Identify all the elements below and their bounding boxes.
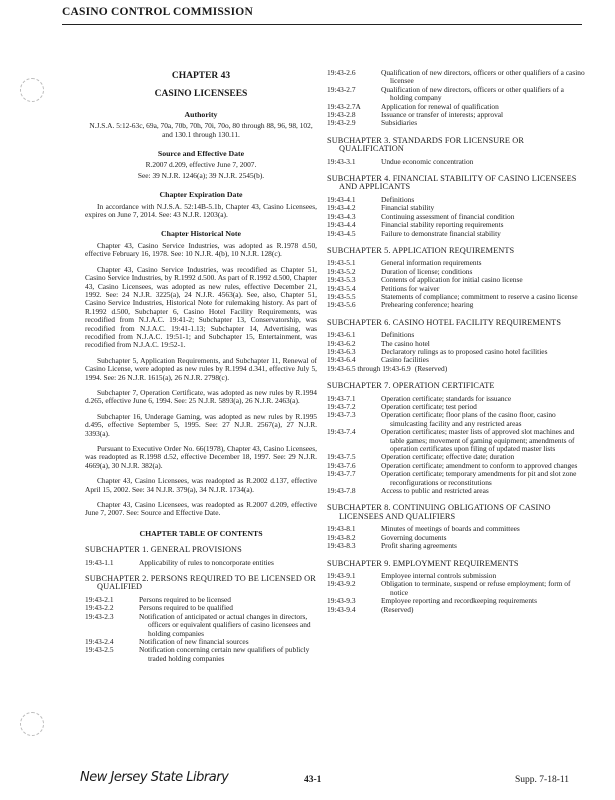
section-title: Profit sharing agreements — [381, 541, 457, 551]
subchapter-heading: SUBCHAPTER 7. OPERATION CERTIFICATE — [327, 381, 495, 391]
section-title: Applicability of rules to noncorporate entities — [139, 557, 274, 567]
subchapter-heading: SUBCHAPTER 1. GENERAL PROVISIONS — [85, 545, 242, 555]
section-title: Issuance or transfer of interests; approval — [381, 110, 504, 120]
section-number: 19:43-9.2 — [327, 579, 356, 589]
section-number: 19:43-5.1 — [327, 258, 356, 268]
section-number: 19:43-3.1 — [327, 156, 356, 166]
history-paragraph: Chapter 43, Casino Service Industries, was adopted as R.1978 d.50, effective February 16, 1978. See: 10 N.J.R. 4(b), 10 N.J.R. 128(c). — [85, 240, 317, 259]
toc-entry — [85, 646, 317, 663]
section-title: Notification of new financial sources — [139, 636, 249, 646]
authority-text: N.J.S.A. 5:12-63c, 69a, 70a, 70b, 70h, 70i, 70o, 80 through 88, 96, 98, 102, and 130.1 through 130.11. — [89, 121, 313, 139]
section-number: 19:43-2.1 — [85, 594, 114, 604]
chapter-name: CASINO LICENSEES — [154, 89, 248, 100]
toc-entry — [327, 276, 587, 284]
library-watermark: New Jersey State Library — [80, 769, 229, 786]
toc-entry — [327, 597, 587, 605]
section-number: 19:43-2.8 — [327, 110, 356, 120]
toc-entry — [327, 230, 587, 238]
toc-entry — [327, 86, 587, 103]
section-title: Prehearing conference; hearing — [381, 300, 474, 310]
toc-entry — [327, 470, 587, 487]
subchapter-heading: SUBCHAPTER 5. APPLICATION REQUIREMENTS — [327, 245, 515, 255]
section-number: 19:43-7.2 — [327, 402, 356, 411]
section-number: 19:43-8.3 — [327, 541, 356, 551]
toc-entry — [327, 365, 587, 373]
supplement-date: Supp. 7-18-11 — [515, 775, 570, 785]
section-title: Employee reporting and recordkeeping requirements — [381, 596, 537, 606]
section-number: 19:43-4.3 — [327, 211, 356, 221]
section-number: 19:43-4.2 — [327, 203, 356, 213]
toc-entry — [327, 111, 587, 119]
expiration-heading: Chapter Expiration Date — [159, 190, 243, 200]
section-title: Employee internal controls submission — [381, 570, 497, 580]
section-title: Operation certificate; floor plans of the casino floor, casino simulcasting facility and any restricted areas — [381, 410, 556, 428]
right-column — [327, 69, 587, 614]
section-title: Notification of anticipated or actual changes in directors, officers or equivalent qualifiers of casino licensees and holding companies — [139, 611, 311, 638]
toc-entry — [327, 69, 587, 86]
source-line: R.2007 d.209, effective June 7, 2007. — [145, 160, 257, 170]
section-title: Failure to demonstrate financial stability — [381, 228, 501, 238]
section-title: Operation certificates; master lists of approved slot machines and table games; movement of gaming equipment; amendments of operation certificates upon filing of updated master lists — [381, 427, 575, 454]
section-number: 19:43-5.6 — [327, 300, 356, 310]
section-title: (Reserved) — [381, 604, 414, 614]
toc-entry — [327, 196, 587, 204]
section-title: Definitions — [381, 194, 415, 204]
section-number: 19:43-2.5 — [85, 645, 114, 655]
section-number: 19:43-2.2 — [85, 603, 114, 613]
toc-entry — [85, 613, 317, 638]
section-number: 19:43-5.4 — [327, 283, 356, 293]
section-number: 19:43-2.3 — [85, 611, 114, 621]
header-rule — [62, 24, 582, 25]
section-title: Contents of application for initial casino license — [381, 275, 523, 285]
section-title: Operation certificate; temporary amendments for pit and slot zone reconfigurations or reconstitutions — [381, 469, 577, 487]
toc-heading: CHAPTER TABLE OF CONTENTS — [139, 528, 263, 538]
toc-entry — [327, 119, 587, 127]
section-title: Petitions for waiver — [381, 283, 440, 293]
subchapter-heading: SUBCHAPTER 6. CASINO HOTEL FACILITY REQUIREMENTS — [327, 317, 562, 327]
section-number: 19:43-7.1 — [327, 393, 356, 403]
subchapter-heading: SUBCHAPTER 2. PERSONS REQUIRED TO BE LICENSED OR QUALIFIED — [85, 574, 316, 592]
section-title: Operation certificate; effective date; duration — [381, 452, 515, 462]
section-title: Persons required to be licensed — [139, 594, 231, 604]
section-number: 19:43-5.5 — [327, 291, 356, 301]
toc-entry — [327, 301, 587, 309]
section-title: Financial stability reporting requirements — [381, 220, 504, 230]
section-number: 19:43-9.1 — [327, 570, 356, 580]
history-paragraph: Subchapter 5, Application Requirements, and Subchapter 11, Renewal of Casino License, were adopted as new rules by R.1994 d.341, effective July 5, 1994. See: 26 N.J.R. 1615(a), 26 N.J.R. 2798(c). — [85, 355, 317, 382]
section-title: Governing documents — [381, 532, 447, 542]
section-number: 19:43-2.4 — [85, 636, 114, 646]
section-title: Duration of license; conditions — [381, 266, 473, 276]
history-heading: Chapter Historical Note — [161, 229, 241, 239]
expiration-text: In accordance with N.J.S.A. 52:14B-5.1b, Chapter 43, Casino Licensees, expires on June 7, 2014. See: 43 N.J.R. 1203(a). — [85, 201, 317, 220]
section-number: 19:43-2.9 — [327, 118, 356, 128]
history-paragraph: Chapter 43, Casino Service Industries, was recodified as Chapter 51, Casino Service Industries, by R.1992 d.500. As part of R.1992 d.500, Chapter 43, Casino Licensees, was adopted as new rules, effective December 21, 1992. See: 24 N.J.R. 3225(a), 24 N.J.R. 4563(a). See, also, Chapter 51, Casino Service Industries, Historical Note for rulemaking history. As part of R.1992 d.500, Subchapter 6, Casino Hotel Facility Requirements, was recodified from N.J.A.C. 19:41-2; Subchapter 13, Conservatorship, was recodified from N.J.A.C. 19:41-1.13; Subchapter 14, Advertising, was recodified from N.J.A.C. 19:51-1; and Subchapter 15, Entertainment, was recodified from N.J.A.C. 19:52-1. — [85, 264, 317, 350]
section-number: 19:43-2.6 — [327, 68, 356, 77]
running-header: CASINO CONTROL COMMISSION — [62, 6, 253, 18]
subchapter-heading: SUBCHAPTER 4. FINANCIAL STABILITY OF CASINO LICENSEES AND APPLICANTS — [327, 174, 577, 192]
section-number: 19:43-6.5 through 19:43-6.9 — [327, 363, 411, 373]
section-number: 19:43-4.1 — [327, 194, 356, 204]
toc-entry — [327, 525, 587, 533]
section-title: Qualification of new directors, officers or other qualifiers of a casino licensee — [381, 68, 585, 86]
toc-entry — [327, 542, 587, 550]
section-title: Operation certificate; standards for issuance — [381, 393, 512, 403]
subchapter-heading: SUBCHAPTER 3. STANDARDS FOR LICENSURE OR QUALIFICATION — [327, 135, 524, 154]
section-number: 19:43-7.4 — [327, 427, 356, 437]
section-number: 19:43-8.2 — [327, 532, 356, 542]
source-line: See: 39 N.J.R. 1246(a); 39 N.J.R. 2545(b). — [137, 170, 265, 180]
section-title: Continuing assessment of financial condition — [381, 211, 515, 221]
section-title: Qualification of new directors, officers or other qualifiers of a holding company — [381, 84, 564, 103]
section-title: Minutes of meetings of boards and committees — [381, 524, 520, 534]
history-paragraph: Pursuant to Executive Order No. 66(1978), Chapter 43, Casino Licensees, was readopted as R.1998 d.52, effective December 18, 1997. See: 29 N.J.R. 4669(a), 30 N.J.R. 382(a). — [85, 444, 317, 470]
section-number: 19:43-6.3 — [327, 346, 356, 356]
punch-hole-mark — [20, 712, 44, 736]
section-number: 19:43-4.4 — [327, 220, 356, 230]
section-title: Operation certificate; test period — [381, 402, 477, 411]
section-number: 19:43-2.7 — [327, 84, 356, 94]
section-number: 19:43-8.1 — [327, 524, 356, 534]
section-title: Undue economic concentration — [381, 156, 474, 166]
toc-entry — [327, 580, 587, 597]
section-number: 19:43-7.7 — [327, 469, 356, 479]
section-number: 19:43-7.5 — [327, 452, 356, 462]
toc-entry — [85, 559, 317, 567]
punch-hole-mark — [20, 78, 44, 102]
toc-entry — [327, 331, 587, 339]
toc-entry — [327, 428, 587, 453]
section-number: 19:43-7.8 — [327, 486, 356, 496]
section-title: General information requirements — [381, 258, 482, 268]
source-heading: Source and Effective Date — [157, 149, 245, 159]
section-number: 19:43-4.5 — [327, 228, 356, 238]
section-title: The casino hotel — [381, 338, 430, 348]
section-number: 19:43-5.2 — [327, 266, 356, 276]
subchapter-heading: SUBCHAPTER 9. EMPLOYMENT REQUIREMENTS — [327, 558, 519, 568]
authority-heading: Authority — [184, 109, 218, 119]
history-paragraph: Subchapter 16, Underage Gaming, was adopted as new rules by R.1995 d.495, effective September 5, 1995. See: 27 N.J.R. 2567(a), 27 N.J.R. 3393(a). — [85, 411, 317, 438]
section-title: Application for renewal of qualification — [381, 101, 499, 111]
subchapter-heading: SUBCHAPTER 8. CONTINUING OBLIGATIONS OF CASINO LICENSEES AND QUALIFIERS — [327, 503, 551, 521]
toc-entry — [327, 411, 587, 428]
history-paragraph: Subchapter 7, Operation Certificate, was adopted as new rules by R.1994 d.265, effective June 6, 1994. See: 25 N.J.R. 5893(a), 26 N.J.R. 2463(a). — [85, 387, 317, 406]
page-number: 43-1 — [304, 775, 322, 785]
section-number: 19:43-1.1 — [85, 557, 114, 567]
section-number: 19:43-7.6 — [327, 460, 356, 470]
section-title: Notification concerning certain new qualifiers of publicly traded holding companies — [139, 645, 310, 663]
section-title: Statements of compliance; commitment to reserve a casino license — [381, 291, 578, 301]
section-number: 19:43-5.3 — [327, 275, 356, 285]
left-column — [85, 70, 317, 663]
section-title: (Reserved) — [414, 363, 448, 373]
toc-entry — [327, 348, 587, 356]
section-title: Casino facilities — [381, 355, 429, 365]
section-title: Subsidiaries — [381, 118, 418, 128]
section-title: Financial stability — [381, 203, 435, 213]
section-number: 19:43-6.2 — [327, 338, 356, 348]
section-number: 19:43-6.4 — [327, 355, 356, 365]
history-paragraph: Chapter 43, Casino Licensees, was readopted as R.2002 d.137, effective April 15, 2002. See: 34 N.J.R. 379(a), 34 N.J.R. 1734(a). — [85, 476, 317, 494]
section-number: 19:43-6.1 — [327, 330, 356, 340]
history-paragraph: Chapter 43, Casino Licensees, was readopted as R.2007 d.209, effective June 7, 2007. See: Source and Effective Date. — [85, 500, 317, 518]
section-title: Access to public and restricted areas — [381, 486, 489, 496]
chapter-number: CHAPTER 43 — [171, 71, 231, 81]
section-title: Persons required to be qualified — [139, 603, 233, 613]
section-title: Definitions — [381, 330, 415, 340]
section-title: Declaratory rulings as to proposed casino hotel facilities — [381, 346, 548, 356]
section-title: Obligation to terminate, suspend or refuse employment; form of notice — [381, 579, 571, 597]
section-number: 19:43-9.3 — [327, 596, 356, 606]
section-number: 19:43-2.7A — [327, 101, 361, 111]
section-title: Operation certificate; amendment to conform to approved changes — [381, 460, 578, 470]
section-number: 19:43-7.3 — [327, 410, 356, 420]
section-number: 19:43-9.4 — [327, 604, 356, 614]
toc-entry — [327, 487, 587, 495]
toc-entry — [327, 606, 587, 614]
toc-entry — [327, 534, 587, 542]
toc-entry — [327, 158, 587, 166]
